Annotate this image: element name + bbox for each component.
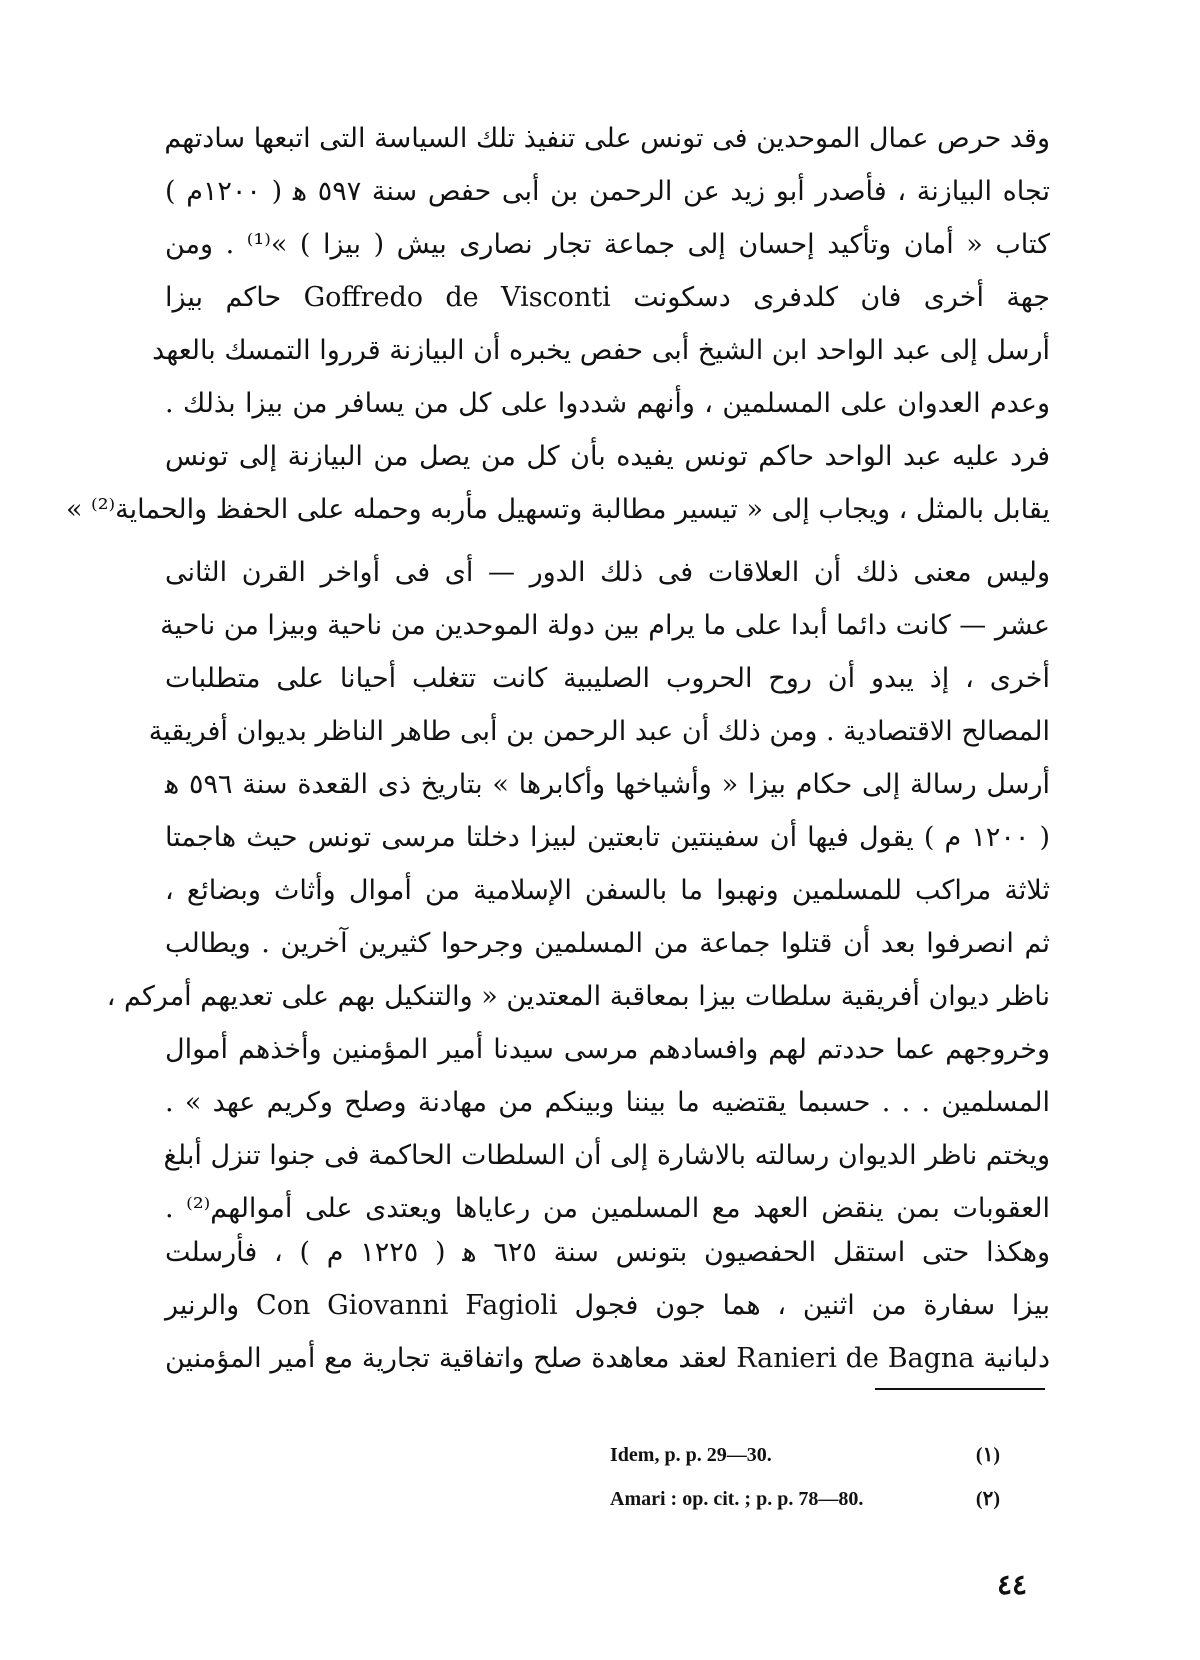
text-line: أرسل إلى عبد الواحد ابن الشيخ أبى حفص يخبره أن البيازنة قرروا التمسك بالعهد <box>152 335 1050 366</box>
text-line: ( ١٢٠٠ م ) يقول فيها أن سفينتين تابعتين لبيزا دخلتا مرسى تونس حيث هاجمتا <box>165 822 1050 853</box>
footnote-number: (١) <box>975 1444 1000 1466</box>
paragraph-1 <box>65 112 1050 536</box>
paragraph-3 <box>165 1226 1050 1385</box>
footnote-number: (٢) <box>975 1488 1000 1510</box>
text-line: ناظر ديوان أفريقية سلطات بيزا بمعاقبة المعتدين « والتنكيل بهم على تعديهم أمركم ، <box>106 981 1050 1012</box>
text-line: وعدم العدوان على المسلمين ، وأنهم شددوا على كل من يسافر من بيزا بذلك . <box>165 388 1050 419</box>
text-line: أخرى ، إذ يبدو أن روح الحروب الصليبية كانت تتغلب أحيانا على متطلبات <box>165 663 1050 694</box>
text-line: المسلمين . . . حسبما يقتضيه ما بيننا وبينكم من مهادنة وصلح وكريم عهد » . <box>165 1087 1050 1118</box>
text-line: كتاب « أمان وتأكيد إحسان إلى جماعة تجار نصارى بيش ( بيزا ) »⁽¹⁾ . ومن <box>165 229 1050 260</box>
text-line: وقد حرص عمال الموحدين فى تونس على تنفيذ تلك السياسة التى اتبعها سادتهم <box>164 123 1050 154</box>
text-line: تجاه البيازنة ، فأصدر أبو زيد عن الرحمن بن أبى حفص سنة ٥٩٧ ﻫ ( ١٢٠٠م ) <box>165 176 1050 207</box>
text-line: ثلاثة مراكب للمسلمين ونهبوا ما بالسفن الإسلامية من أموال وأثاث وبضائع ، <box>165 875 1050 906</box>
footnote-1 <box>600 1438 1000 1472</box>
footnote-2 <box>600 1482 1000 1516</box>
text-line: جهة أخرى فان كلدفرى دسكونت Goffredo de Visconti حاكم بيزا <box>165 282 1050 313</box>
text-line: أرسل رسالة إلى حكام بيزا « وأشياخها وأكابرها » بتاريخ ذى القعدة سنة ٥٩٦ ﻫ <box>165 769 1050 800</box>
footnote-separator <box>875 1388 1045 1390</box>
page-number: ٤٤ <box>997 1568 1028 1601</box>
text-line: فرد عليه عبد الواحد حاكم تونس يفيده بأن كل من يصل من البيازنة إلى تونس <box>165 441 1050 472</box>
text-line: ويختم ناظر الديوان رسالته بالاشارة إلى أن السلطات الحاكمة فى جنوا تنزل أبلغ <box>163 1140 1050 1171</box>
text-line: عشر — كانت دائما أبدا على ما يرام بين دولة الموحدين من ناحية وبيزا من ناحية <box>160 610 1050 641</box>
text-line: وهكذا حتى استقل الحفصيون بتونس سنة ٦٢٥ ﻫ ( ١٢٢٥ م ) ، فأرسلت <box>165 1237 1051 1268</box>
text-line: المصالح الاقتصادية . ومن ذلك أن عبد الرحمن بن أبى طاهر الناظر بديوان أفريقية <box>148 716 1050 747</box>
footnote-text: Amari : op. cit. ; p. p. 78—80. <box>610 1488 864 1510</box>
text-line: دلبانية Ranieri de Bagna لعقد معاهدة صلح واتفاقية تجارية مع أمير المؤمنين <box>165 1343 1050 1374</box>
text-line: وليس معنى ذلك أن العلاقات فى ذلك الدور — أى فى أواخر القرن الثانى <box>165 557 1050 588</box>
text-line: العقوبات بمن ينقض العهد مع المسلمين من رعاياها ويعتدى على أموالهم⁽²⁾ . <box>165 1193 1051 1224</box>
text-line: بيزا سفارة من اثنين ، هما جون فجول Con Giovanni Fagioli والرنير <box>165 1290 1050 1321</box>
text-line: يقابل بالمثل ، ويجاب إلى « تيسير مطالبة وتسهيل مأربه وحمله على الحفظ والحماية⁽²⁾ » <box>65 494 1050 525</box>
text-line: وخروجهم عما حددتم لهم وافسادهم مرسى سيدنا أمير المؤمنين وأخذهم أموال <box>165 1034 1050 1065</box>
paragraph-2 <box>106 546 1051 1235</box>
text-line: ثم انصرفوا بعد أن قتلوا جماعة من المسلمين وجرحوا كثيرين آخرين . ويطالب <box>165 928 1050 959</box>
footnote-text: Idem, p. p. 29—30. <box>610 1444 772 1466</box>
